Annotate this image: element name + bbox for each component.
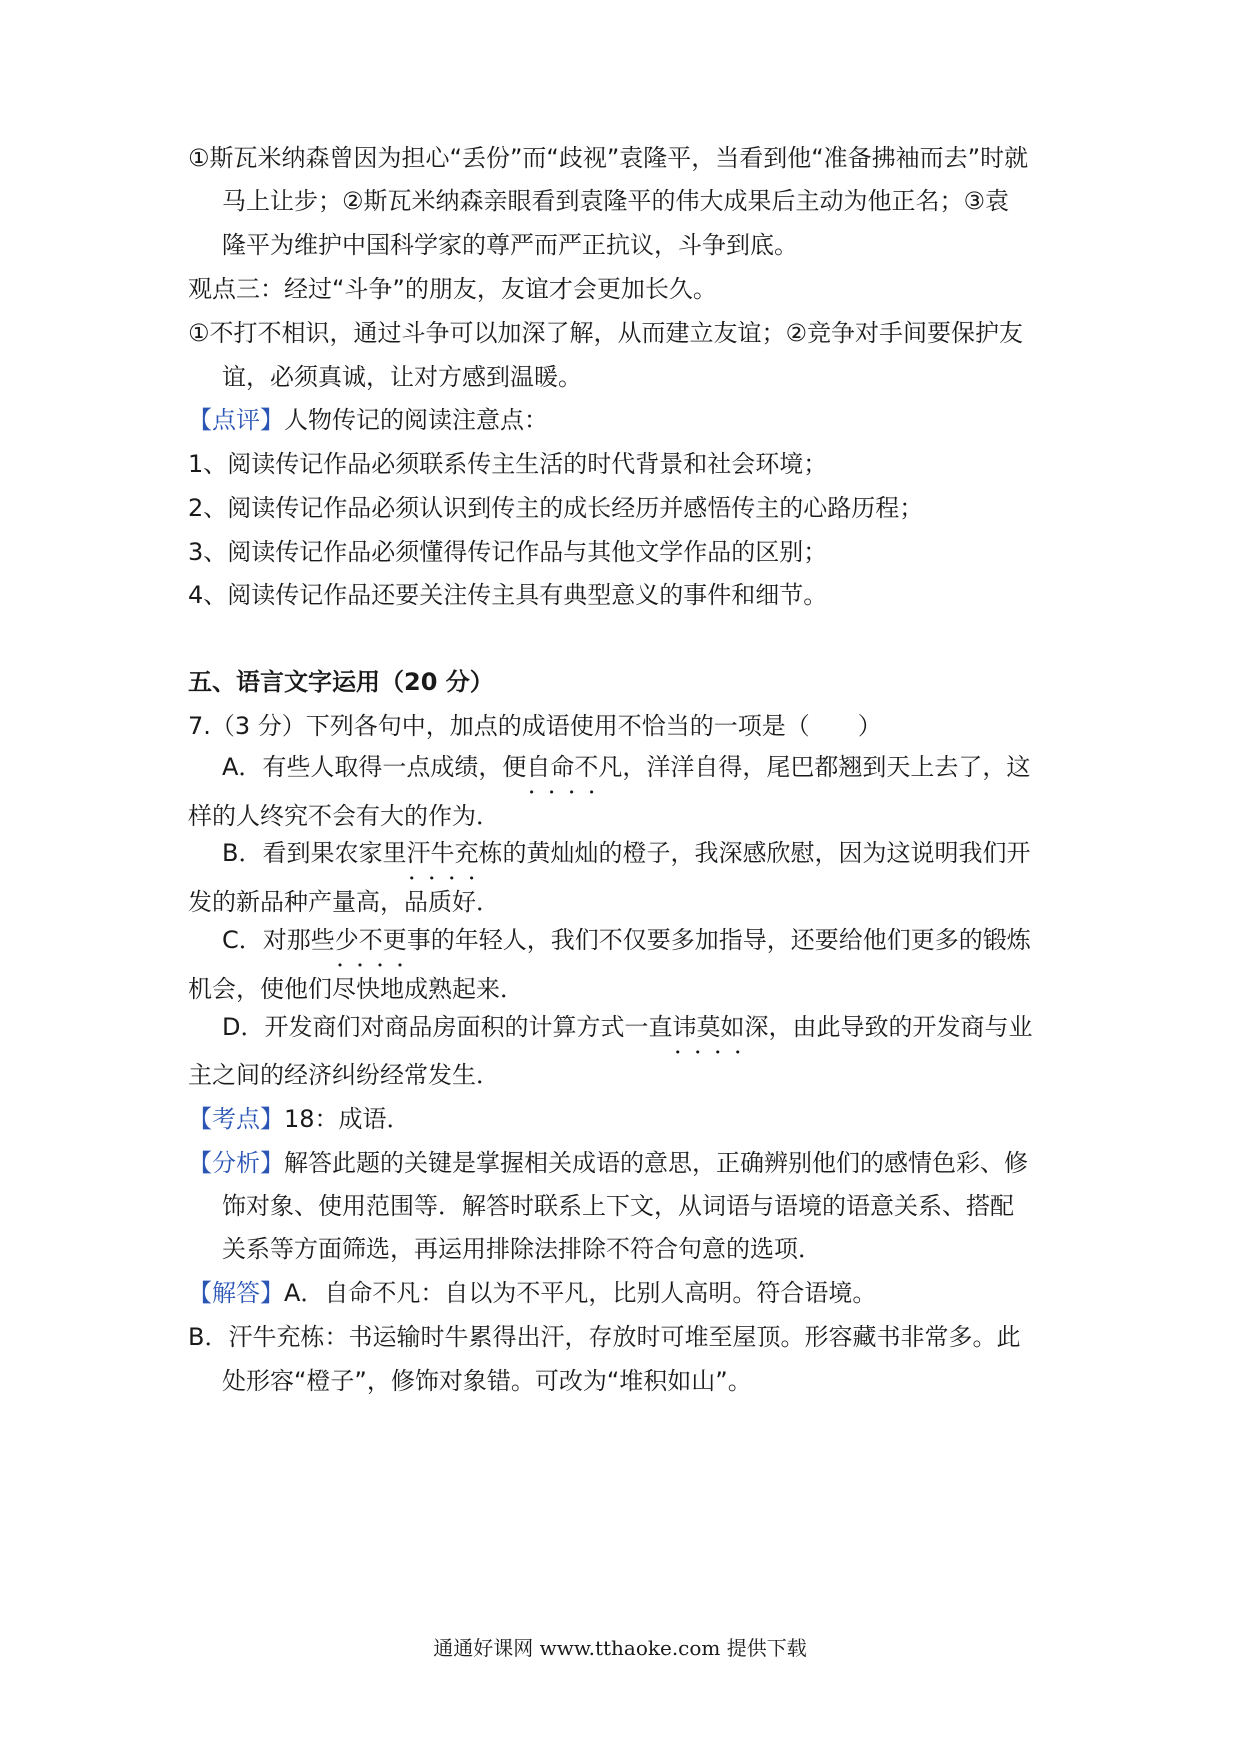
section-heading: 五、语言文字运用（20 分）: [188, 668, 494, 696]
option-c-text: 的年轻人，我们不仅要多加指导，还要给他们更多的锻炼: [430, 926, 1031, 954]
jieda-line: 处形容“橙子”，修饰对象错。可改为“堆积如山”。: [222, 1367, 752, 1395]
dotted-idiom: 少不更事 • • • •: [335, 923, 431, 957]
kaodian-text: 18：成语．: [284, 1105, 411, 1133]
jieda-text: A．自命不凡：自以为不平凡，比别人高明。符合语境。: [284, 1279, 877, 1307]
option-a-text: ，洋洋自得，尾巴都翘到天上去了，这: [622, 753, 1031, 781]
option-b-text: B．看到果农家里: [222, 839, 407, 867]
option-b-text: 的黄灿灿的橙子，我深感欣慰，因为这说明我们开: [502, 839, 1031, 867]
page-footer: 通通好课网 www.tthaoke.com 提供下载: [433, 1636, 807, 1660]
kaodian-line: [188, 1102, 411, 1136]
fenxi-tag: 【分析】: [188, 1149, 284, 1177]
option-d-continuation: 主之间的经济纠纷经常发生．: [188, 1061, 500, 1089]
option-b-continuation: 发的新品种产量高，品质好．: [188, 888, 500, 916]
fenxi-line: 饰对象、使用范围等．解答时联系上下文，从词语与语境的语意关系、搭配: [222, 1192, 1014, 1220]
option-c-continuation: 机会，使他们尽快地成熟起来．: [188, 975, 524, 1003]
paragraph-line: ①不打不相识，通过斗争可以加深了解，从而建立友谊；②竞争对手间要保护友: [188, 319, 1024, 347]
question-stem: 7.（3 分）下列各句中，加点的成语使用不恰当的一项是（ ）: [188, 712, 882, 740]
jieda-tag: 【解答】: [188, 1279, 284, 1307]
fenxi-line: [188, 1146, 1028, 1180]
paragraph-line: 观点三：经过“斗争”的朋友，友谊才会更加长久。: [188, 275, 717, 303]
option-c-text: C．对那些: [222, 926, 335, 954]
option-a-text: A．有些人取得一点成绩，便: [222, 753, 527, 781]
comment-tag: 【点评】: [188, 406, 284, 434]
option-d-text: D．开发商们对商品房面积的计算方式一直: [222, 1013, 673, 1041]
dotted-idiom: 汗牛充栋 • • • •: [406, 836, 502, 870]
fenxi-text: 解答此题的关键是掌握相关成语的意思，正确辨别他们的感情色彩、修: [284, 1149, 1028, 1177]
paragraph-line: ①斯瓦米纳森曾因为担心“丢份”而“歧视”袁隆平，当看到他“准备拂袖而去”时就: [188, 144, 1029, 172]
paragraph-line: 隆平为维护中国科学家的尊严而严正抗议，斗争到底。: [222, 231, 798, 259]
comment-text: 人物传记的阅读注意点：: [284, 406, 548, 434]
paragraph-line: 马上让步；②斯瓦米纳森亲眼看到袁隆平的伟大成果后主动为他正名；③袁: [222, 187, 1010, 215]
comment-item: 2、阅读传记作品必须认识到传主的成长经历并感悟传主的心路历程；: [188, 494, 924, 522]
option-b: [222, 836, 1030, 870]
comment-line: [188, 403, 548, 437]
option-a: [222, 750, 1030, 784]
option-c: [222, 923, 1031, 957]
paragraph-line: 谊，必须真诚，让对方感到温暖。: [222, 363, 582, 391]
dotted-idiom: 讳莫如深 • • • •: [672, 1010, 768, 1044]
fenxi-line: 关系等方面筛选，再运用排除法排除不符合句意的选项．: [222, 1235, 822, 1263]
kaodian-tag: 【考点】: [188, 1105, 284, 1133]
dotted-idiom: 自命不凡 • • • •: [526, 750, 622, 784]
jieda-line: [188, 1276, 876, 1310]
option-d-text: ，由此导致的开发商与业: [768, 1013, 1033, 1041]
jieda-line: B．汗牛充栋：书运输时牛累得出汗，存放时可堆至屋顶。形容藏书非常多。此: [188, 1323, 1021, 1351]
comment-item: 4、阅读传记作品还要关注传主具有典型意义的事件和细节。: [188, 581, 828, 609]
option-d: [222, 1010, 1032, 1044]
comment-item: 3、阅读传记作品必须懂得传记作品与其他文学作品的区别；: [188, 538, 828, 566]
option-a-continuation: 样的人终究不会有大的作为．: [188, 802, 500, 830]
comment-item: 1、阅读传记作品必须联系传主生活的时代背景和社会环境；: [188, 450, 828, 478]
